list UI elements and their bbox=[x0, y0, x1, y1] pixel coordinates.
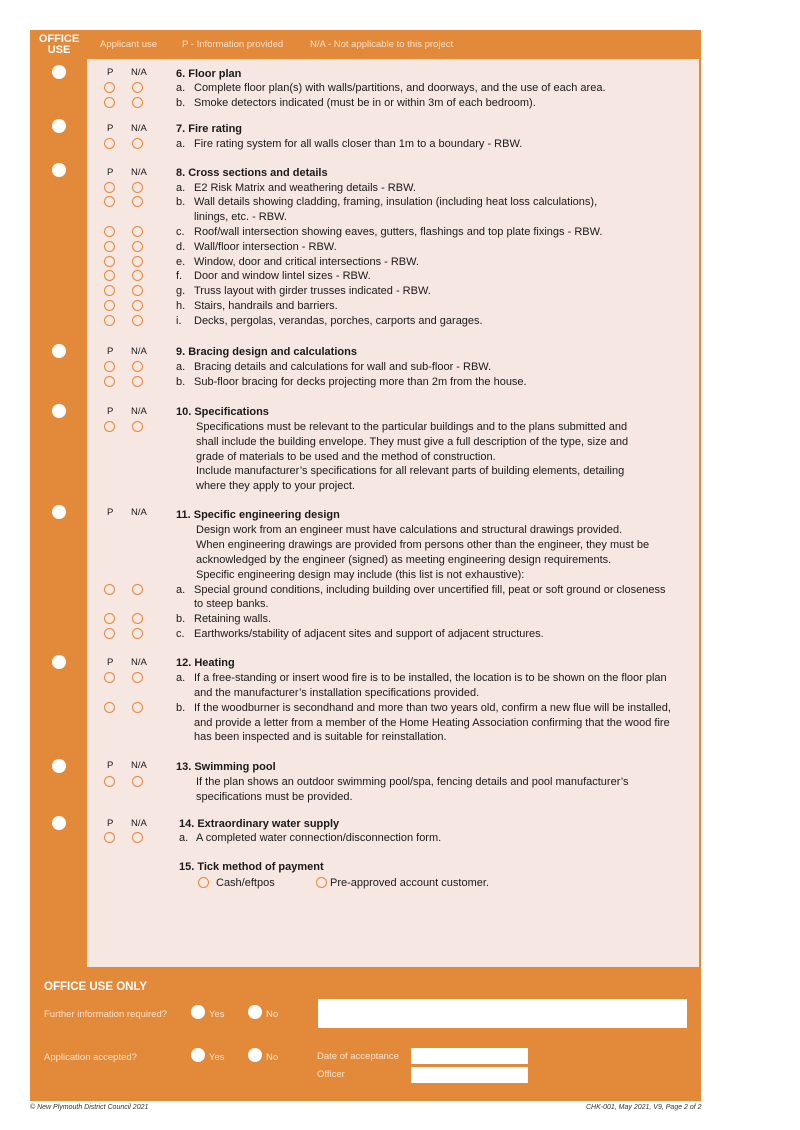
further-info-no-radio[interactable] bbox=[248, 1005, 262, 1019]
na-radio-8g[interactable] bbox=[132, 285, 143, 296]
na-column-label: N/A bbox=[131, 123, 147, 134]
accepted-no-label: No bbox=[266, 1052, 279, 1063]
na-radio-9b[interactable] bbox=[132, 376, 143, 387]
section-8a-text: E2 Risk Matrix and weathering details - RBW. bbox=[194, 182, 416, 194]
section-14a-text: A completed water connection/disconnection form. bbox=[196, 832, 442, 844]
office-check-12[interactable] bbox=[52, 655, 66, 669]
section-11b-text: Retaining walls. bbox=[194, 613, 272, 625]
section-11-text: When engineering drawings are provided from persons other than the engineer, they must be bbox=[196, 539, 650, 551]
p-radio-11a[interactable] bbox=[104, 584, 115, 595]
p-radio-11b[interactable] bbox=[104, 613, 115, 624]
section-11a-text-cont: to steep banks. bbox=[194, 598, 269, 610]
section-8b-text-cont: linings, etc. - RBW. bbox=[194, 211, 287, 223]
section-13-text: specifications must be provided. bbox=[196, 791, 353, 803]
section-10-text: shall include the building envelope. They must give a full description of the type, size and bbox=[196, 436, 629, 448]
p-radio-13[interactable] bbox=[104, 776, 115, 787]
p-radio-12b[interactable] bbox=[104, 702, 115, 713]
section-6b-text: Smoke detectors indicated (must be in or within 3m of each bedroom). bbox=[194, 97, 536, 109]
p-radio-6a[interactable] bbox=[104, 82, 115, 93]
item-marker: b. bbox=[176, 196, 186, 208]
item-marker: b. bbox=[176, 97, 186, 109]
na-radio-8b[interactable] bbox=[132, 196, 143, 207]
section-13-text: If the plan shows an outdoor swimming pool/spa, fencing details and pool manufacturer’s bbox=[196, 776, 629, 788]
item-marker: b. bbox=[176, 376, 186, 388]
section-6a-text: Complete floor plan(s) with walls/partitions, and doorways, and the use of each area. bbox=[194, 82, 606, 94]
na-radio-13[interactable] bbox=[132, 776, 143, 787]
copyright-footer: © New Plymouth District Council 2021 bbox=[30, 1104, 149, 1111]
p-radio-8f[interactable] bbox=[104, 270, 115, 281]
na-legend: N/A - Not applicable to this project bbox=[310, 39, 454, 50]
section-11c-text: Earthworks/stability of adjacent sites and support of adjacent structures. bbox=[194, 628, 544, 640]
date-of-acceptance-field[interactable] bbox=[411, 1048, 528, 1064]
section-11-title: 11. Specific engineering design bbox=[176, 509, 340, 521]
section-8f-text: Door and window lintel sizes - RBW. bbox=[194, 270, 371, 282]
section-11-text: Specific engineering design may include (this list is not exhaustive): bbox=[196, 569, 525, 581]
item-marker: c. bbox=[176, 226, 185, 238]
section-6-title: 6. Floor plan bbox=[176, 68, 242, 80]
p-radio-6b[interactable] bbox=[104, 97, 115, 108]
section-12b-text-cont: has been inspected and is suitable for reinstallation. bbox=[194, 731, 447, 743]
item-marker: i. bbox=[176, 315, 182, 327]
further-info-no-label: No bbox=[266, 1009, 279, 1020]
section-9a-text: Bracing details and calculations for wall and sub-floor - RBW. bbox=[194, 361, 492, 373]
na-radio-11b[interactable] bbox=[132, 613, 143, 624]
item-marker: e. bbox=[176, 256, 186, 268]
p-column-label: P bbox=[107, 67, 114, 78]
section-12-title: 12. Heating bbox=[176, 657, 235, 669]
na-radio-8f[interactable] bbox=[132, 270, 143, 281]
section-12b-text-cont: and provide a letter from a member of the Home Heating Association confirming that the wood fire bbox=[194, 717, 670, 729]
p-radio-8h[interactable] bbox=[104, 300, 115, 311]
na-radio-6a[interactable] bbox=[132, 82, 143, 93]
section-12a-text: If a free-standing or insert wood fire is to be installed, the location is to be shown on the floor plan bbox=[194, 672, 667, 684]
section-10-text: Include manufacturer’s specifications for all relevant parts of building elements, detailing bbox=[196, 465, 625, 477]
section-12b-text: If the woodburner is secondhand and more than two years old, confirm a new flue will be installed, bbox=[194, 702, 671, 714]
section-8i-text: Decks, pergolas, verandas, porches, carports and garages. bbox=[194, 315, 483, 327]
item-marker: d. bbox=[176, 241, 186, 253]
officer-label: Officer bbox=[317, 1069, 345, 1080]
section-8h-text: Stairs, handrails and barriers. bbox=[194, 300, 338, 312]
office-check-11[interactable] bbox=[52, 505, 66, 519]
na-radio-6b[interactable] bbox=[132, 97, 143, 108]
item-marker: a. bbox=[176, 361, 186, 373]
p-column-label: P bbox=[107, 346, 114, 357]
na-radio-8h[interactable] bbox=[132, 300, 143, 311]
p-column-label: P bbox=[107, 818, 114, 829]
item-marker: a. bbox=[176, 672, 186, 684]
item-marker: b. bbox=[176, 702, 186, 714]
office-check-6[interactable] bbox=[52, 65, 66, 79]
na-column-label: N/A bbox=[131, 507, 147, 518]
p-column-label: P bbox=[107, 167, 114, 178]
p-radio-8a[interactable] bbox=[104, 182, 115, 193]
p-radio-14a[interactable] bbox=[104, 832, 115, 843]
further-info-label: Further information required? bbox=[44, 1009, 168, 1020]
section-8-title: 8. Cross sections and details bbox=[176, 167, 328, 179]
p-column-label: P bbox=[107, 760, 114, 771]
p-radio-8b[interactable] bbox=[104, 196, 115, 207]
document-ref-footer: CHK-001, May 2021, V9, Page 2 of 2 bbox=[586, 1104, 702, 1111]
item-marker: b. bbox=[176, 613, 186, 625]
p-radio-7a[interactable] bbox=[104, 138, 115, 149]
cash-eftpos-radio[interactable] bbox=[198, 877, 209, 888]
accepted-yes-label: Yes bbox=[209, 1052, 225, 1063]
p-column-label: P bbox=[107, 507, 114, 518]
p-radio-8g[interactable] bbox=[104, 285, 115, 296]
na-radio-8i[interactable] bbox=[132, 315, 143, 326]
na-radio-8e[interactable] bbox=[132, 256, 143, 267]
section-9-title: 9. Bracing design and calculations bbox=[176, 346, 357, 358]
further-info-field[interactable] bbox=[318, 999, 687, 1028]
na-column-label: N/A bbox=[131, 760, 147, 771]
section-7a-text: Fire rating system for all walls closer than 1m to a boundary - RBW. bbox=[194, 138, 523, 150]
account-customer-radio[interactable] bbox=[316, 877, 327, 888]
office-check-14[interactable] bbox=[52, 816, 66, 830]
section-7-title: 7. Fire rating bbox=[176, 123, 243, 135]
office-check-10[interactable] bbox=[52, 404, 66, 418]
section-14-title: 14. Extraordinary water supply bbox=[179, 818, 340, 830]
section-8c-text: Roof/wall intersection showing eaves, gutters, flashings and top plate fixings - RBW. bbox=[194, 226, 603, 238]
applicant-use-header: Applicant use bbox=[100, 39, 158, 50]
office-check-13[interactable] bbox=[52, 759, 66, 773]
account-customer-label: Pre-approved account customer. bbox=[330, 877, 489, 889]
na-radio-11c[interactable] bbox=[132, 628, 143, 639]
section-13-title: 13. Swimming pool bbox=[176, 761, 276, 773]
p-radio-8d[interactable] bbox=[104, 241, 115, 252]
na-column-label: N/A bbox=[131, 167, 147, 178]
p-column-label: P bbox=[107, 406, 114, 417]
section-8d-text: Wall/floor intersection - RBW. bbox=[194, 241, 337, 253]
p-radio-8e[interactable] bbox=[104, 256, 115, 267]
p-radio-10[interactable] bbox=[104, 421, 115, 432]
section-9b-text: Sub-floor bracing for decks projecting more than 2m from the house. bbox=[194, 376, 527, 388]
section-11-text: Design work from an engineer must have calculations and structural drawings provided. bbox=[196, 524, 623, 536]
section-10-text: Specifications must be relevant to the particular buildings and to the plans submitted and bbox=[196, 421, 628, 433]
cash-eftpos-label: Cash/eftpos bbox=[216, 877, 275, 889]
na-radio-9a[interactable] bbox=[132, 361, 143, 372]
p-radio-8i[interactable] bbox=[104, 315, 115, 326]
office-use-only-title: OFFICE USE ONLY bbox=[44, 981, 148, 993]
section-10-title: 10. Specifications bbox=[176, 406, 269, 418]
section-12a-text-cont: and the manufacturer’s installation specifications provided. bbox=[194, 687, 480, 699]
application-accepted-label: Application accepted? bbox=[44, 1052, 137, 1063]
p-radio-11c[interactable] bbox=[104, 628, 115, 639]
na-radio-8a[interactable] bbox=[132, 182, 143, 193]
na-column-label: N/A bbox=[131, 818, 147, 829]
na-column-label: N/A bbox=[131, 406, 147, 417]
office-check-7[interactable] bbox=[52, 119, 66, 133]
p-radio-8c[interactable] bbox=[104, 226, 115, 237]
na-radio-7a[interactable] bbox=[132, 138, 143, 149]
item-marker: g. bbox=[176, 285, 186, 297]
item-marker: a. bbox=[176, 584, 186, 596]
p-column-label: P bbox=[107, 123, 114, 134]
p-radio-9a[interactable] bbox=[104, 361, 115, 372]
p-radio-9b[interactable] bbox=[104, 376, 115, 387]
item-marker: a. bbox=[179, 832, 189, 844]
na-column-label: N/A bbox=[131, 657, 147, 668]
item-marker: c. bbox=[176, 628, 185, 640]
p-column-label: P bbox=[107, 657, 114, 668]
p-legend: P - Information provided bbox=[182, 39, 284, 50]
item-marker: f. bbox=[176, 270, 183, 282]
item-marker: a. bbox=[176, 182, 186, 194]
office-check-9[interactable] bbox=[52, 344, 66, 358]
p-radio-12a[interactable] bbox=[104, 672, 115, 683]
accepted-yes-radio[interactable] bbox=[191, 1048, 205, 1062]
item-marker: h. bbox=[176, 300, 186, 312]
na-radio-11a[interactable] bbox=[132, 584, 143, 595]
na-radio-8c[interactable] bbox=[132, 226, 143, 237]
date-of-acceptance-label: Date of acceptance bbox=[317, 1051, 399, 1062]
item-marker: a. bbox=[176, 138, 186, 150]
further-info-yes-label: Yes bbox=[209, 1009, 225, 1020]
officer-field[interactable] bbox=[411, 1067, 528, 1083]
section-8e-text: Window, door and critical intersections - RBW. bbox=[194, 256, 419, 268]
na-radio-10[interactable] bbox=[132, 421, 143, 432]
section-11-text: acknowledged by the engineer (signed) as meeting engineering design requirements. bbox=[196, 554, 612, 566]
na-radio-12b[interactable] bbox=[132, 702, 143, 713]
further-info-yes-radio[interactable] bbox=[191, 1005, 205, 1019]
section-8g-text: Truss layout with girder trusses indicated - RBW. bbox=[194, 285, 431, 297]
na-column-label: N/A bbox=[131, 346, 147, 357]
na-column-label: N/A bbox=[131, 67, 147, 78]
na-radio-12a[interactable] bbox=[132, 672, 143, 683]
office-check-8[interactable] bbox=[52, 163, 66, 177]
accepted-no-radio[interactable] bbox=[248, 1048, 262, 1062]
item-marker: a. bbox=[176, 82, 186, 94]
na-radio-14a[interactable] bbox=[132, 832, 143, 843]
section-15-title: 15. Tick method of payment bbox=[179, 861, 324, 873]
office-use-header: OFFICE USE bbox=[38, 33, 80, 56]
section-8b-text: Wall details showing cladding, framing, insulation (including heat loss calculations), bbox=[194, 196, 598, 208]
section-11a-text: Special ground conditions, including building over uncertified fill, peat or soft ground or closeness bbox=[194, 584, 666, 596]
na-radio-8d[interactable] bbox=[132, 241, 143, 252]
section-10-text: grade of materials to be used and the method of construction. bbox=[196, 451, 496, 463]
section-10-text: where they apply to your project. bbox=[196, 480, 355, 492]
